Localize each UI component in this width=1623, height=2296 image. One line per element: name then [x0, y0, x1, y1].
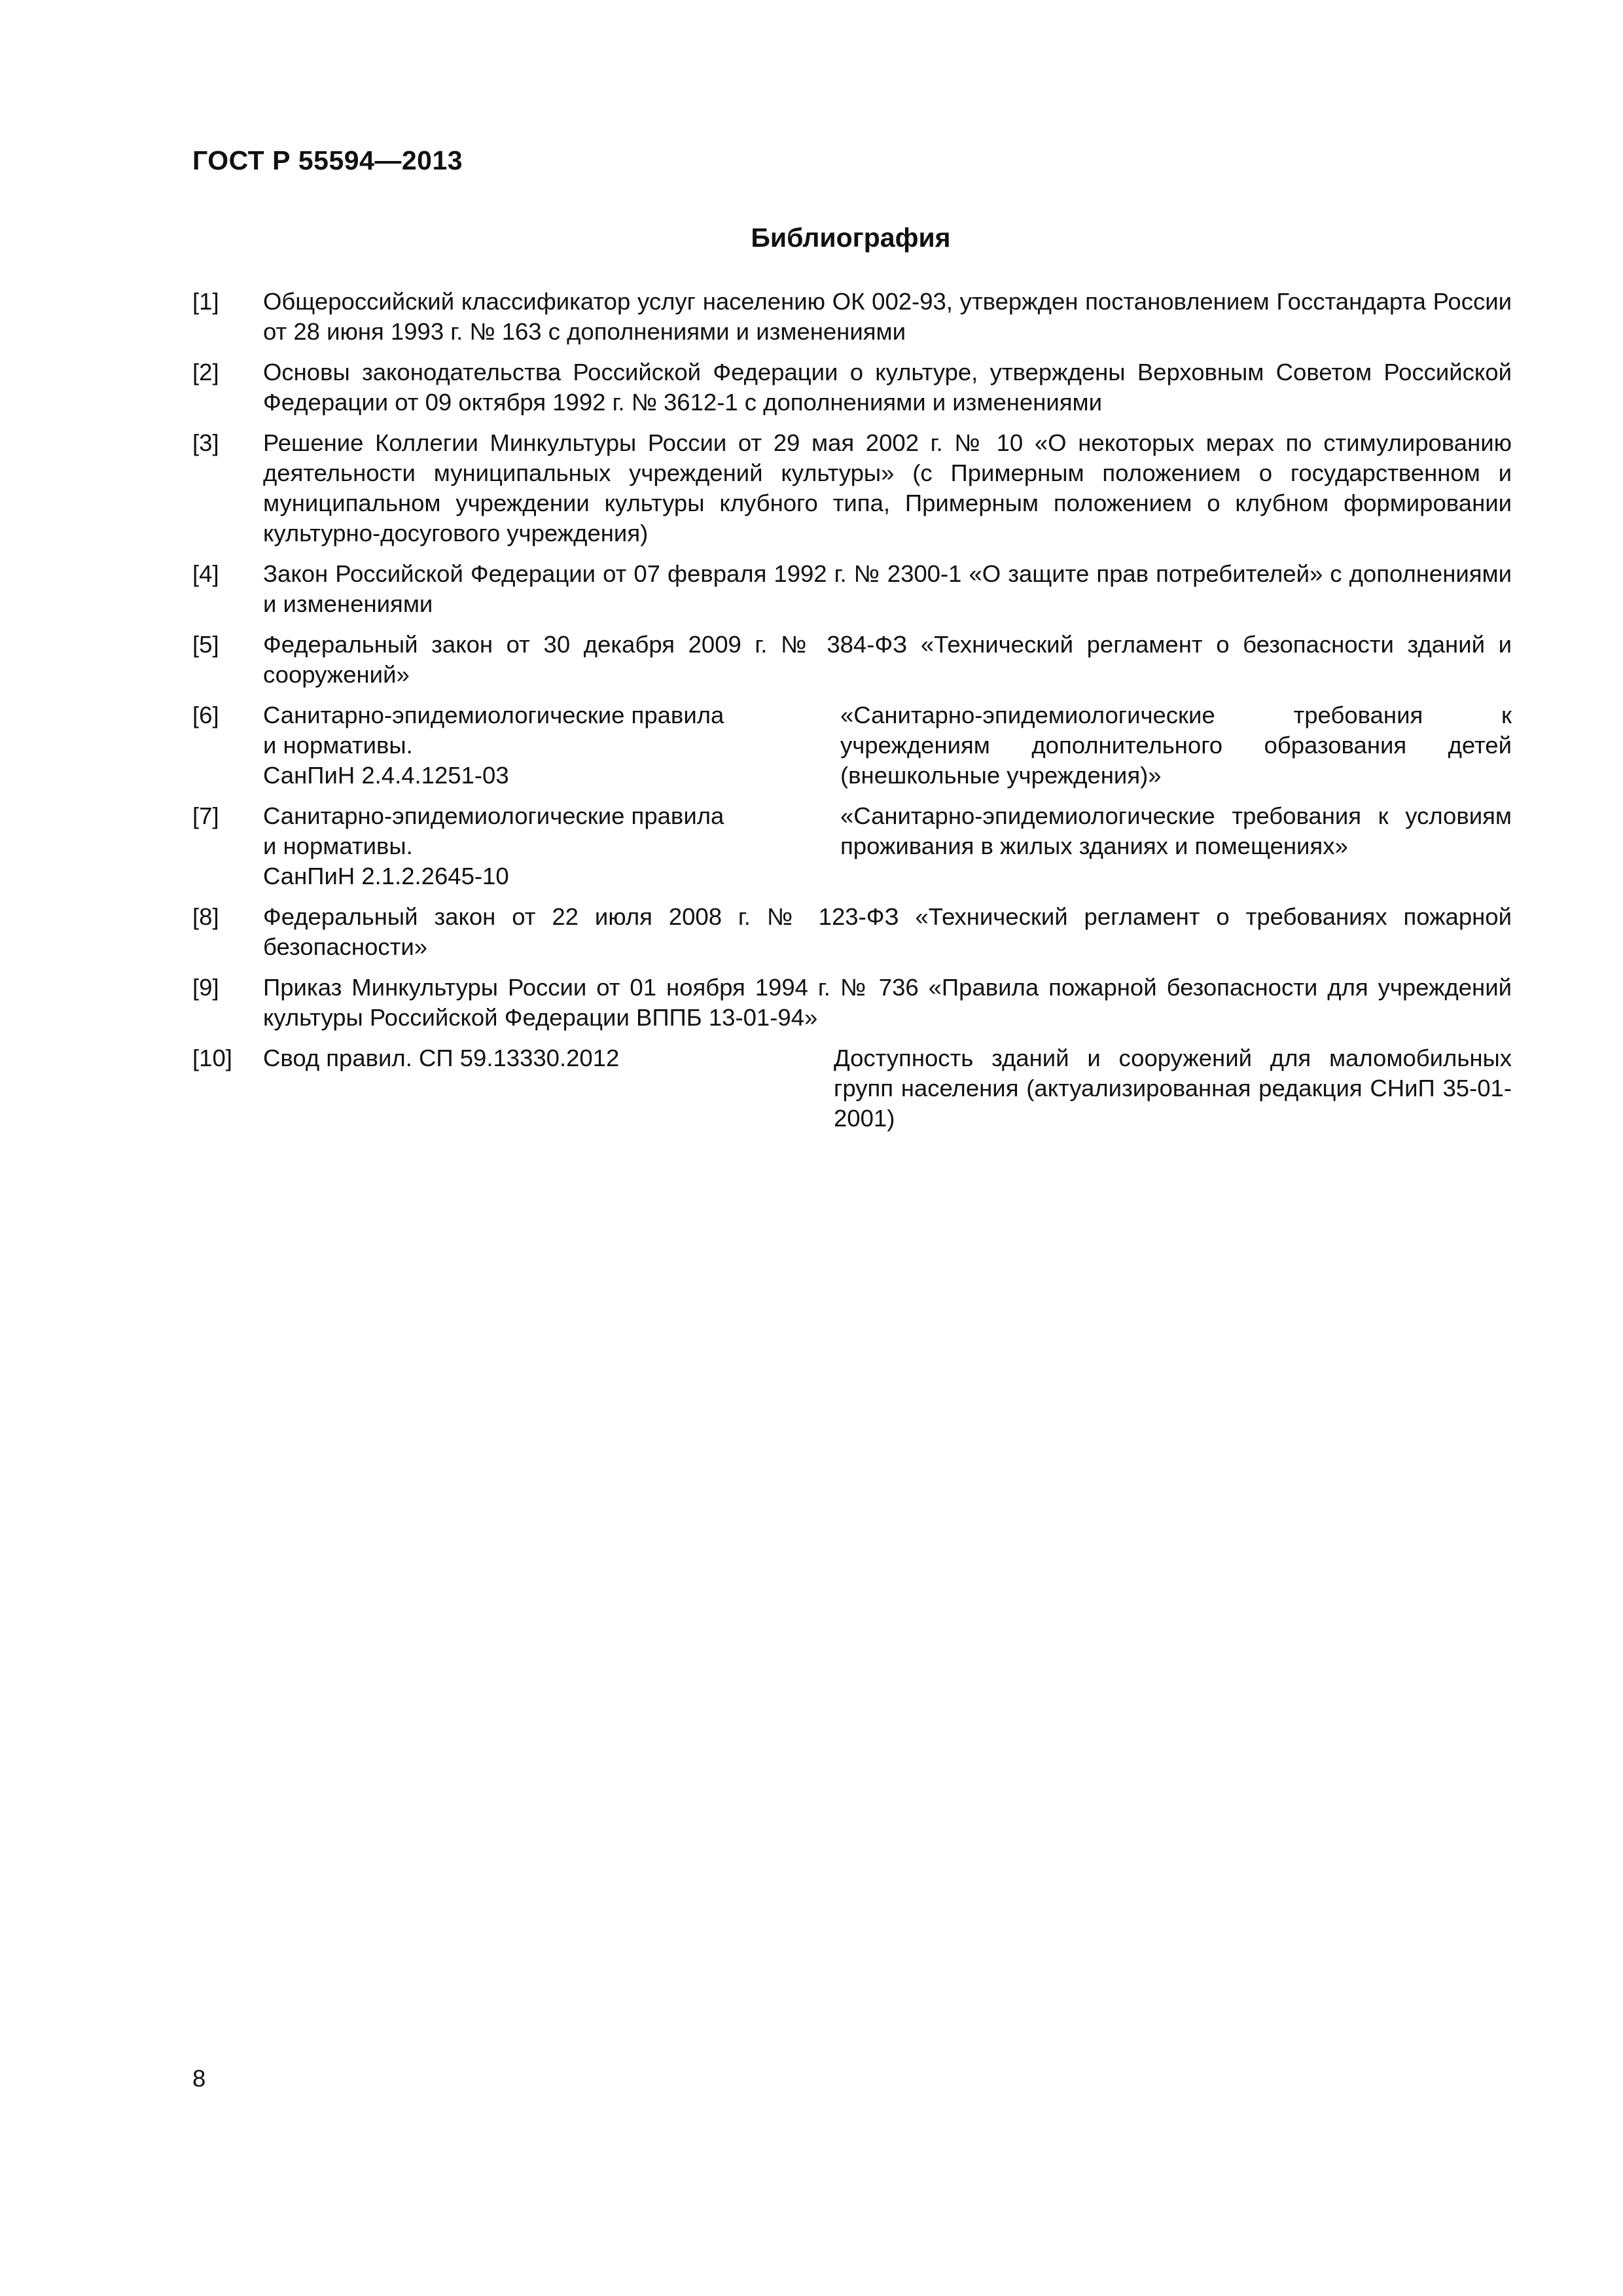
entry-text: Приказ Минкультуры России от 01 ноября 1994 г. № 736 «Правила пожарной безопасности для учреждений культуры Российской Федерации ВППБ 13-01-94»: [263, 974, 1512, 1031]
entry-text: Закон Российской Федерации от 07 февраля 1992 г. № 2300-1 «О защите прав потребителей» с дополнениями и изменениями: [263, 560, 1512, 617]
entry-number: [7]: [192, 802, 219, 829]
bibliography-entry-5: [192, 630, 1512, 690]
entry-reference: [263, 1043, 749, 1134]
entry-number: [9]: [192, 974, 219, 1001]
bibliography-entry-10: [192, 1043, 1512, 1134]
entry-number: [1]: [192, 288, 219, 315]
entry-number: [3]: [192, 429, 219, 456]
reference-line: Санитарно-эпидемиологические правила: [263, 702, 724, 728]
bibliography-entry-8: [192, 902, 1512, 962]
entry-number: [8]: [192, 903, 219, 930]
bibliography-entry-3: [192, 428, 1512, 548]
entry-number: [2]: [192, 359, 219, 386]
bibliography-list: [192, 287, 1512, 1144]
entry-text: Решение Коллегии Минкультуры России от 29 мая 2002 г. № 10 «О некоторых мерах по стимулированию деятельности муниципальных учреждений культуры» (с Примерным положением о государственном и муниципальном учреждении культуры клубного типа, Примерным положением о клубном формировании культурно-досугового учреждения): [263, 429, 1512, 547]
entry-text: Федеральный закон от 30 декабря 2009 г. № 384-ФЗ «Технический регламент о безопасности зданий и сооружений»: [263, 631, 1512, 688]
bibliography-entry-4: [192, 559, 1512, 619]
bibliography-entry-7: [192, 801, 1512, 891]
document-standard-code: ГОСТ Р 55594—2013: [192, 145, 463, 175]
bibliography-entry-1: [192, 287, 1512, 347]
entry-text: Основы законодательства Российской Федерации о культуре, утверждены Верховным Советом Российской Федерации от 09 октября 1992 г. № 3612-1 с дополнениями и изменениями: [263, 359, 1512, 416]
entry-reference: [263, 700, 749, 791]
entry-title: «Санитарно-эпидемиологические требования к учреждениям дополнительного образования детей (внешкольные учреждения)»: [840, 702, 1512, 789]
entry-title: «Санитарно-эпидемиологические требования к условиям проживания в жилых зданиях и помещениях»: [840, 802, 1512, 859]
entry-text: Общероссийский классификатор услуг населению ОК 002-93, утвержден постановлением Госстандарта России от 28 июня 1993 г. № 163 с дополнениями и изменениями: [263, 288, 1512, 345]
page-number: 8: [192, 2065, 206, 2092]
section-title: Библиография: [751, 223, 951, 253]
reference-line: СанПиН 2.4.4.1251-03: [263, 762, 509, 789]
reference-line: Свод правил. СП 59.13330.2012: [263, 1045, 620, 1071]
reference-line: Санитарно-эпидемиологические правила: [263, 802, 724, 829]
bibliography-entry-9: [192, 973, 1512, 1033]
reference-line: и нормативы.: [263, 833, 413, 859]
bibliography-entry-2: [192, 357, 1512, 418]
entry-text: Федеральный закон от 22 июля 2008 г. № 123-ФЗ «Технический регламент о требованиях пожарной безопасности»: [263, 903, 1512, 960]
reference-line: СанПиН 2.1.2.2645-10: [263, 863, 509, 889]
entry-number: [6]: [192, 702, 219, 728]
bibliography-entry-6: [192, 700, 1512, 791]
entry-title: Доступность зданий и сооружений для маломобильных групп населения (актуализированная редакция СНиП 35-01-2001): [834, 1045, 1512, 1132]
entry-number: [4]: [192, 560, 219, 587]
entry-reference: [263, 801, 749, 891]
reference-line: и нормативы.: [263, 732, 413, 759]
entry-number: [5]: [192, 631, 219, 658]
entry-number: [10]: [192, 1045, 232, 1071]
